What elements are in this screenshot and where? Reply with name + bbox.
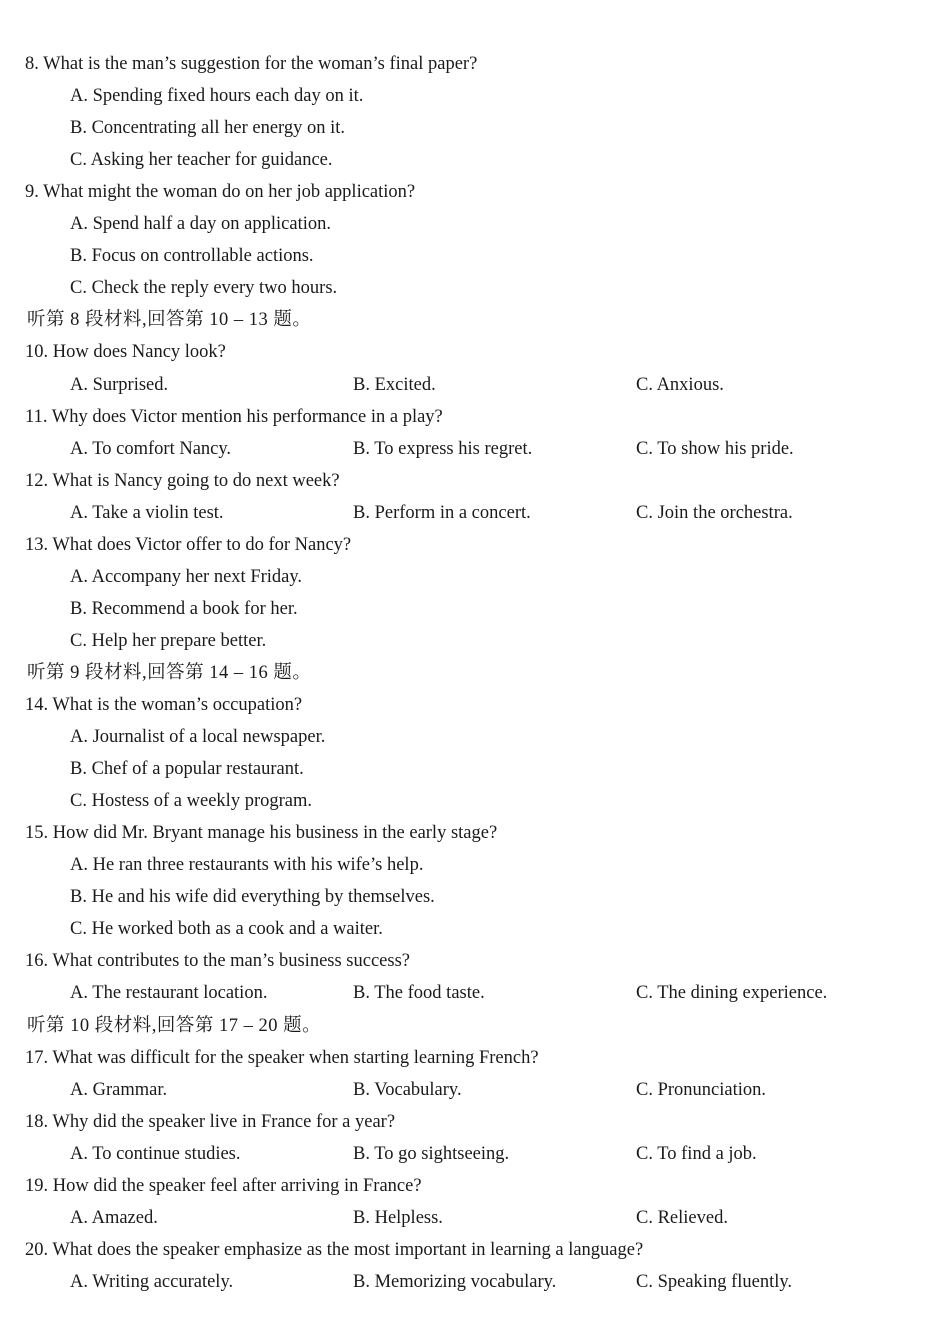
section-instruction-line [0,658,950,688]
option-line [0,241,950,271]
option-row [0,498,950,528]
option-b: B. To express his regret. [353,438,533,459]
option-a: A. To comfort Nancy. [70,438,232,459]
option-text: B. Focus on controllable actions. [70,246,314,267]
option-text: B. Concentrating all her energy on it. [70,118,346,139]
option-row [0,1139,950,1169]
option-b: B. Helpless. [353,1207,443,1228]
question-line [0,818,950,848]
option-line [0,626,950,656]
option-text: C. Asking her teacher for guidance. [70,150,333,171]
question-line [0,1043,950,1073]
question-text: 13. What does Victor offer to do for Nancy? [25,534,352,555]
option-line [0,562,950,592]
option-line [0,594,950,624]
option-b: B. To go sightseeing. [353,1143,510,1164]
option-row [0,1075,950,1105]
option-text: B. Chef of a popular restaurant. [70,759,304,780]
option-text: C. Hostess of a weekly program. [70,791,312,812]
question-text: 19. How did the speaker feel after arriving in France? [25,1175,422,1196]
question-line [0,946,950,976]
option-text: A. Spend half a day on application. [70,214,331,235]
question-text: 15. How did Mr. Bryant manage his business in the early stage? [25,823,498,844]
option-text: A. Accompany her next Friday. [70,566,303,587]
question-line [0,49,950,79]
option-line [0,882,950,912]
question-text: 12. What is Nancy going to do next week? [25,470,340,491]
question-text: 16. What contributes to the man’s business success? [25,951,411,972]
option-line [0,113,950,143]
option-row [0,370,950,400]
option-text: C. Check the reply every two hours. [70,278,338,299]
option-row [0,434,950,464]
option-c: C. Anxious. [636,374,724,395]
option-text: A. Spending fixed hours each day on it. [70,86,364,106]
option-c: C. To show his pride. [636,438,794,459]
option-line [0,850,950,880]
option-text: B. He and his wife did everything by themselves. [70,887,435,908]
option-line [0,914,950,944]
option-c: C. The dining experience. [636,983,828,1004]
option-c: C. Speaking fluently. [636,1271,793,1292]
question-text: 18. Why did the speaker live in France for a year? [25,1111,396,1132]
question-line [0,466,950,496]
question-line [0,530,950,560]
question-line [0,1107,950,1137]
option-b: B. Memorizing vocabulary. [353,1271,557,1292]
option-line [0,754,950,784]
question-line [0,177,950,207]
option-line [0,145,950,175]
option-c: C. Pronunciation. [636,1079,767,1100]
question-text: 11. Why does Victor mention his performance in a play? [25,406,443,427]
question-line [0,690,950,720]
option-row [0,978,950,1008]
section-instruction: 听第 10 段材料,回答第 17 – 20 题。 [27,1015,322,1036]
option-text: A. Journalist of a local newspaper. [70,727,326,747]
option-b: B. The food taste. [353,983,485,1004]
option-c: C. Join the orchestra. [636,502,793,523]
option-a: A. Grammar. [70,1079,168,1100]
option-text: A. He ran three restaurants with his wife’s help. [70,855,424,876]
option-a: A. To continue studies. [70,1143,241,1164]
option-line [0,786,950,816]
option-a: A. Writing accurately. [70,1271,234,1292]
question-text: 20. What does the speaker emphasize as the most important in learning a language? [25,1239,644,1260]
option-a: A. The restaurant location. [70,983,268,1004]
option-text: B. Recommend a book for her. [70,598,298,619]
option-text: C. Help her prepare better. [70,630,267,651]
section-instruction: 听第 8 段材料,回答第 10 – 13 题。 [27,310,312,331]
question-text: 8. What is the man’s suggestion for the woman’s final paper? [25,54,478,74]
option-line [0,722,950,752]
option-line [0,273,950,303]
option-text: C. He worked both as a cook and a waiter. [70,919,383,940]
question-line [0,402,950,432]
option-line [0,81,950,111]
section-instruction: 听第 9 段材料,回答第 14 – 16 题。 [27,662,312,683]
option-b: B. Excited. [353,374,436,395]
question-text: 14. What is the woman’s occupation? [25,695,303,715]
section-instruction-line [0,305,950,335]
question-text: 9. What might the woman do on her job application? [25,182,416,203]
option-a: A. Take a violin test. [70,502,224,523]
section-instruction-line [0,1011,950,1041]
option-a: A. Surprised. [70,374,169,395]
question-line [0,1171,950,1201]
option-row [0,1267,950,1297]
option-b: B. Vocabulary. [353,1079,462,1100]
option-line [0,209,950,239]
option-b: B. Perform in a concert. [353,502,531,523]
option-row [0,1203,950,1233]
question-text: 10. How does Nancy look? [25,342,226,363]
question-line [0,337,950,367]
option-c: C. To find a job. [636,1143,757,1164]
question-line [0,1235,950,1265]
question-text: 17. What was difficult for the speaker when starting learning French? [25,1047,539,1068]
option-a: A. Amazed. [70,1207,158,1228]
option-c: C. Relieved. [636,1207,728,1228]
